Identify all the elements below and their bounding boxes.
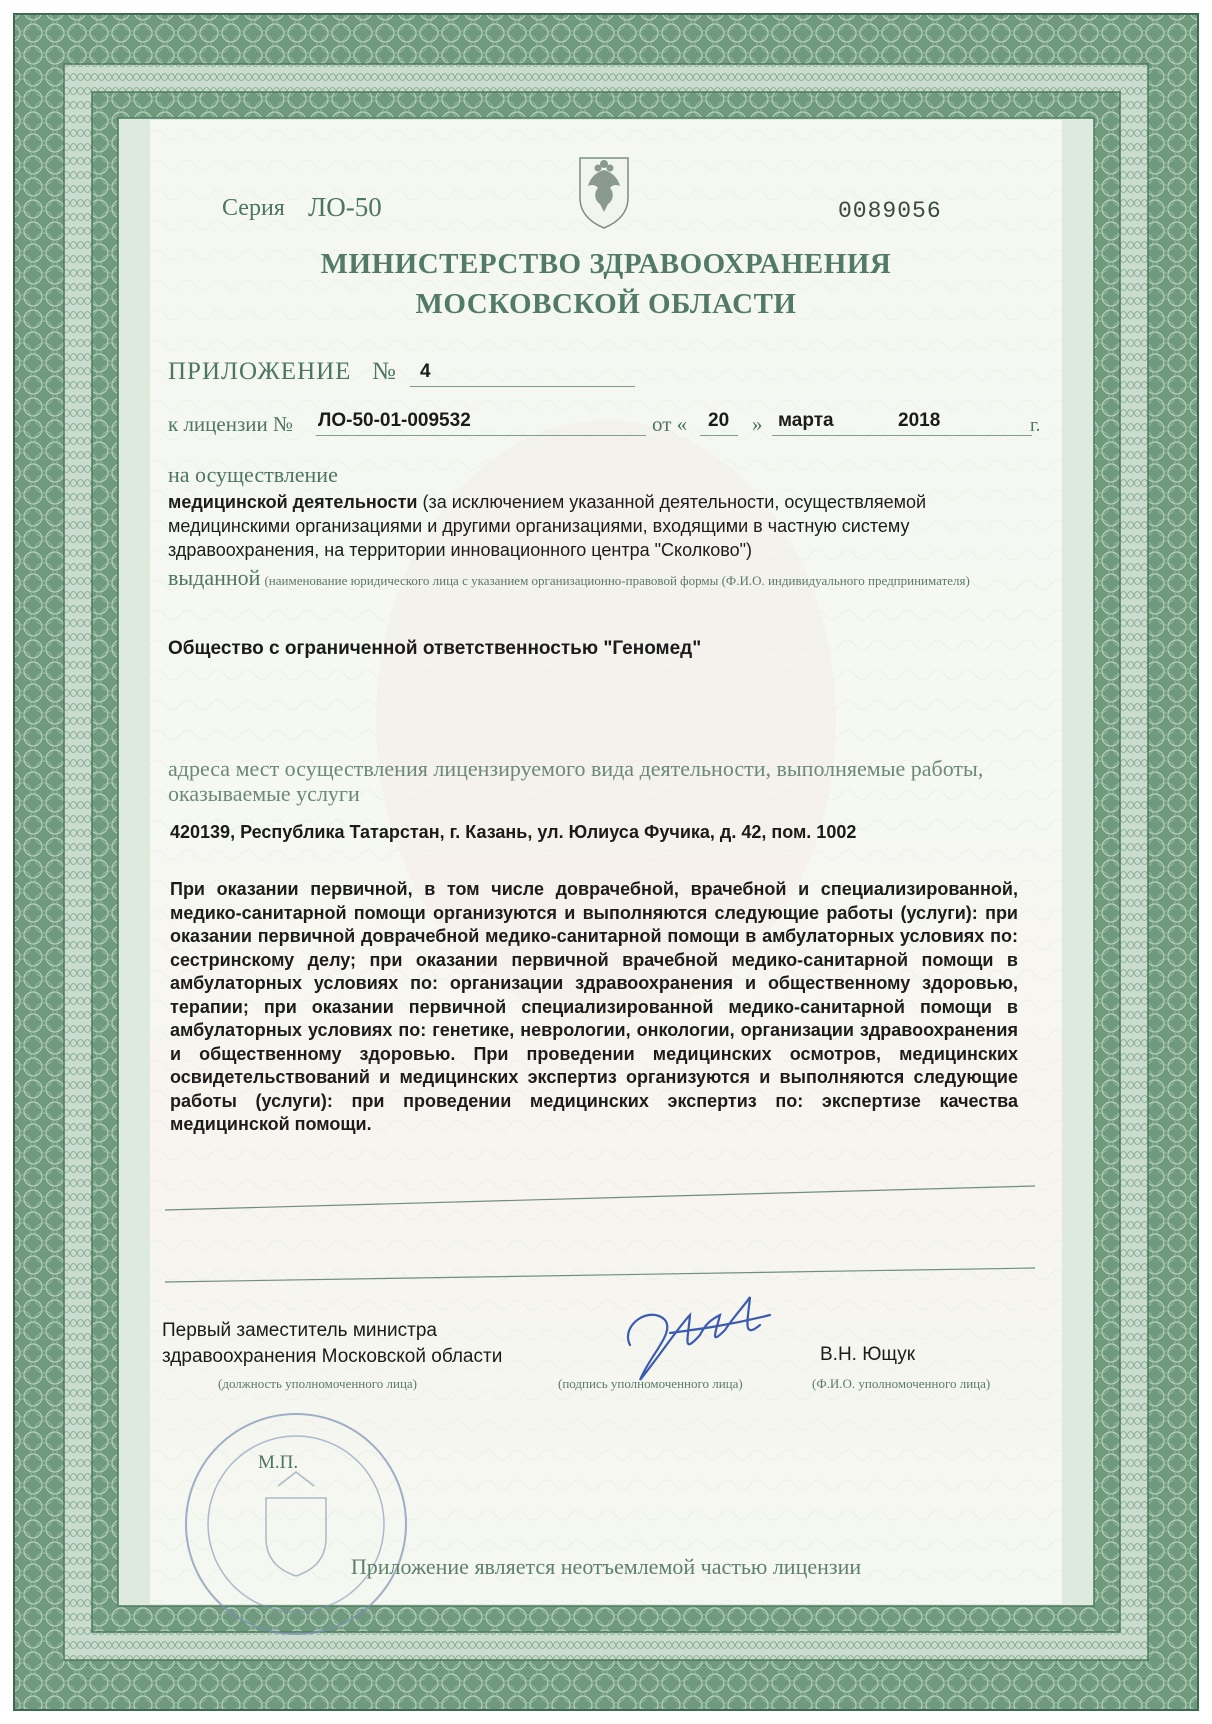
appendix-label: ПРИЛОЖЕНИЕ — [168, 358, 352, 385]
activity-scope: (за исключением указанной деятельности, осуществляемой медицинскими организациями и другими организациями, входящими в частную систему здравоохранения, на территории инновационного центра "Сколково") — [168, 492, 927, 560]
official-seal-stamp — [178, 1406, 414, 1642]
appendix-underline — [410, 386, 635, 387]
series-value: ЛО-50 — [308, 192, 382, 222]
issued-note: (наименование юридического лица с указанием организационно-правовой формы (Ф.И.О. индивидуального предпринимателя) — [264, 573, 970, 588]
date-month-year-underline — [772, 435, 1032, 436]
stamp-place-label: М.П. — [258, 1452, 299, 1473]
signer-position-line1: Первый заместитель министра — [162, 1320, 437, 1341]
organization-name: Общество с ограниченной ответственностью "Геномед" — [168, 638, 702, 659]
activity-description — [168, 490, 1048, 562]
date-day: 20 — [708, 410, 730, 431]
caption-position: (должность уполномоченного лица) — [218, 1376, 418, 1391]
date-suffix: г. — [1030, 415, 1041, 436]
signer-name: В.Н. Ющук — [820, 1344, 916, 1365]
ministry-title-line2: МОСКОВСКОЙ ОБЛАСТИ — [415, 288, 797, 320]
date-day-underline — [700, 435, 738, 436]
license-label: к лицензии № — [168, 412, 294, 436]
caption-signature: (подпись уполномоченного лица) — [558, 1376, 743, 1391]
issued-label: выданной — [168, 565, 261, 590]
address-value: 420139, Республика Татарстан, г. Казань, ул. Юлиуса Фучика, д. 42, пом. 1002 — [170, 822, 857, 842]
date-year: 2018 — [898, 410, 941, 431]
activity-type: медицинской деятельности — [168, 492, 418, 512]
date-close-quote: » — [752, 412, 763, 436]
issued-to-block — [168, 566, 1048, 593]
signer-position-line2: здравоохранения Московской области — [162, 1346, 503, 1367]
license-number: ЛО-50-01-009532 — [318, 410, 471, 431]
license-number-underline — [316, 435, 646, 436]
separator-lines — [165, 1180, 1035, 1290]
appendix-number: 4 — [420, 361, 431, 382]
appendix-number-sign: № — [372, 358, 396, 385]
address-label: адреса мест осуществления лицензируемого вида деятельности, выполняемые работы, оказываемые услуги — [168, 756, 984, 806]
activity-label: на осуществление — [168, 462, 338, 487]
date-month: марта — [778, 410, 834, 431]
signer-position — [162, 1318, 502, 1370]
date-from-label: от « — [652, 412, 688, 436]
coat-of-arms-icon — [574, 152, 634, 232]
document-number: 0089056 — [838, 198, 942, 224]
services-text: При оказании первичной, в том числе доврачебной, врачебной и специализированной, медико-санитарной помощи организуются и выполняются следующие работы (услуги): при оказании первичной доврачебной медико-санитарной помощи в амбулаторных условиях по: сестринскому делу; при оказании первичной врачебной медико-санитарной помощи в амбулаторных условиях по: организации здравоохранения и общественному здоровью, терапии; при оказании первичной специализированной медико-санитарной помощи в амбулаторных условиях по: генетике, неврологии, онкологии, организации здравоохранения и общественному здоровью. При проведении медицинских осмотров, медицинских освидетельствований и медицинских экспертиз организуются и выполняются следующие работы (услуги): при проведении медицинских экспертиз по: экспертизе качества медицинской помощи. — [170, 879, 1018, 1134]
caption-name: (Ф.И.О. уполномоченного лица) — [812, 1376, 991, 1391]
series-label: Серия — [222, 195, 285, 221]
footer-note: Приложение является неотъемлемой частью лицензии — [350, 1554, 862, 1579]
ministry-title-line1: МИНИСТЕРСТВО ЗДРАВООХРАНЕНИЯ — [320, 248, 892, 280]
